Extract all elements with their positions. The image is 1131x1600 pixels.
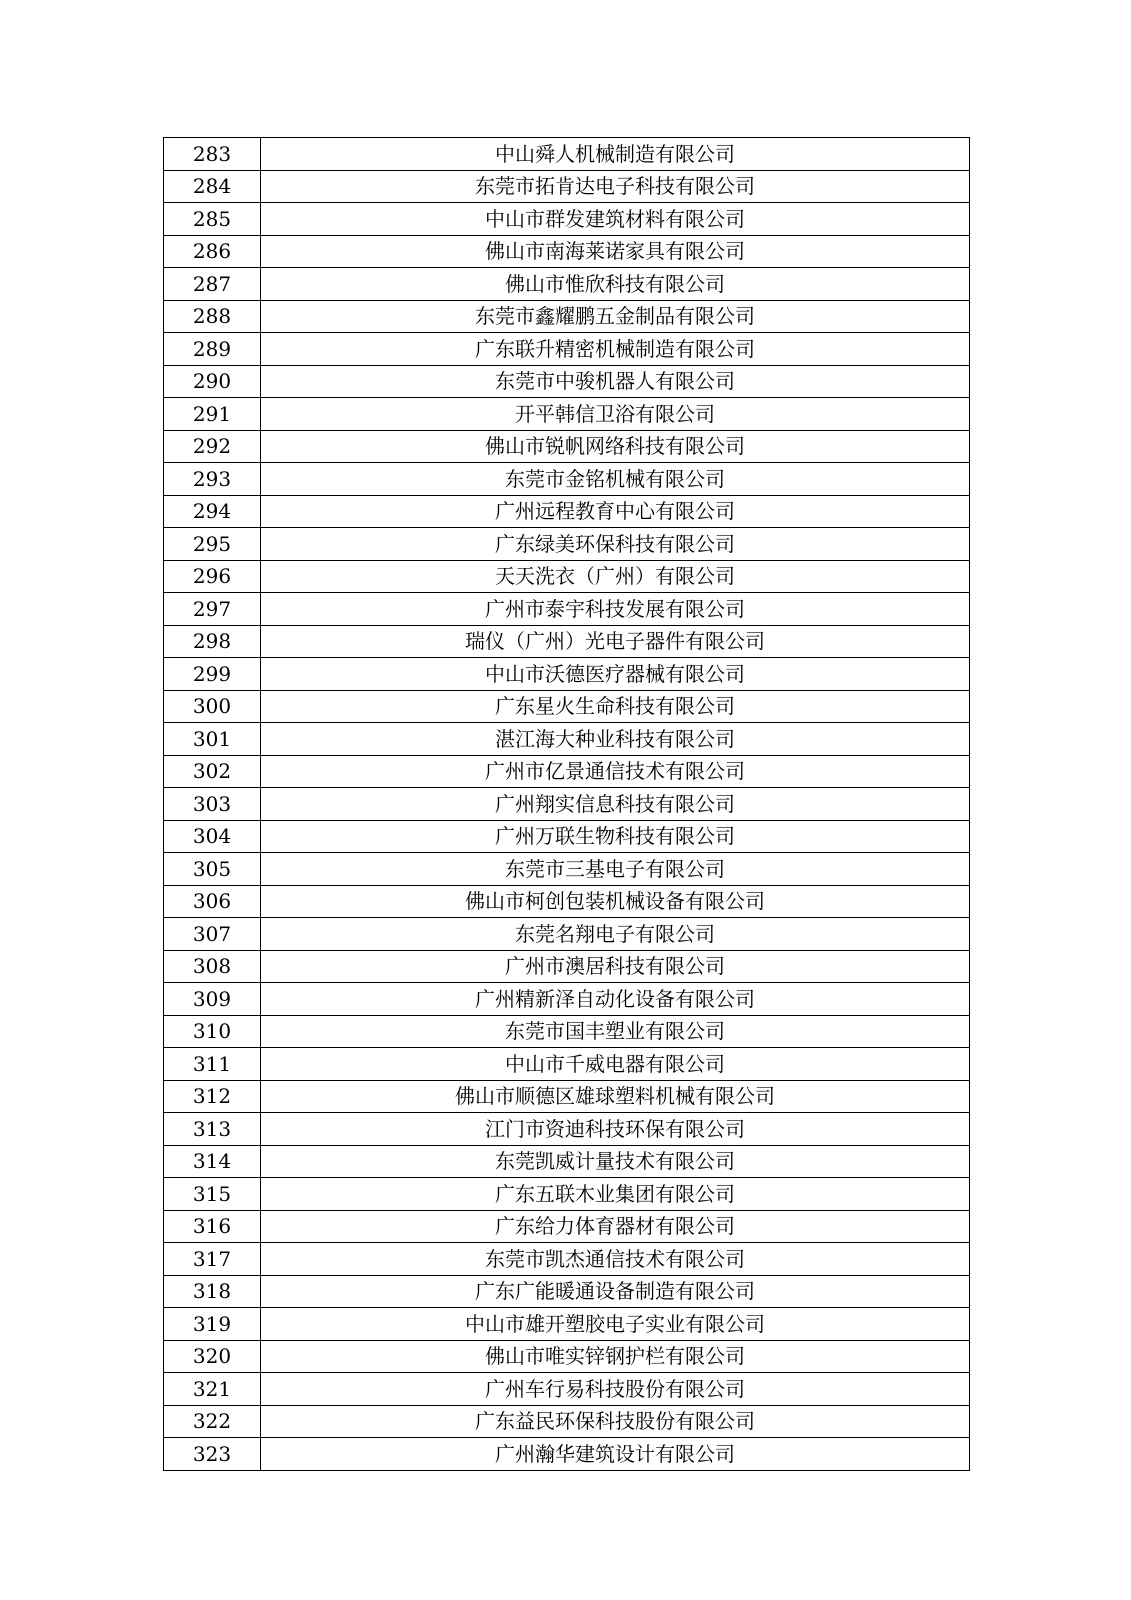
company-name: 广东广能暖通设备制造有限公司 xyxy=(261,1275,970,1308)
row-number: 312 xyxy=(164,1080,261,1113)
company-name: 佛山市惟欣科技有限公司 xyxy=(261,268,970,301)
table-row xyxy=(164,593,970,626)
company-name: 广州市泰宇科技发展有限公司 xyxy=(261,593,970,626)
company-name: 佛山市南海莱诺家具有限公司 xyxy=(261,235,970,268)
table-row xyxy=(164,1405,970,1438)
row-number: 294 xyxy=(164,495,261,528)
row-number: 288 xyxy=(164,300,261,333)
table-row xyxy=(164,1080,970,1113)
table-row xyxy=(164,463,970,496)
row-number: 300 xyxy=(164,690,261,723)
company-name: 东莞市凯杰通信技术有限公司 xyxy=(261,1243,970,1276)
table-row xyxy=(164,1308,970,1341)
row-number: 305 xyxy=(164,853,261,886)
company-name: 广州万联生物科技有限公司 xyxy=(261,820,970,853)
company-name: 广东五联木业集团有限公司 xyxy=(261,1178,970,1211)
row-number: 297 xyxy=(164,593,261,626)
table-row xyxy=(164,430,970,463)
company-name: 开平韩信卫浴有限公司 xyxy=(261,398,970,431)
row-number: 287 xyxy=(164,268,261,301)
table-row xyxy=(164,235,970,268)
table-row xyxy=(164,1243,970,1276)
row-number: 323 xyxy=(164,1438,261,1471)
table-row xyxy=(164,1340,970,1373)
company-name: 佛山市锐帆网络科技有限公司 xyxy=(261,430,970,463)
row-number: 308 xyxy=(164,950,261,983)
row-number: 307 xyxy=(164,918,261,951)
row-number: 299 xyxy=(164,658,261,691)
company-name: 中山市沃德医疗器械有限公司 xyxy=(261,658,970,691)
company-name: 中山市雄开塑胶电子实业有限公司 xyxy=(261,1308,970,1341)
row-number: 289 xyxy=(164,333,261,366)
table-row xyxy=(164,625,970,658)
company-list-table xyxy=(163,137,970,1471)
table-row xyxy=(164,203,970,236)
company-name: 广州精新泽自动化设备有限公司 xyxy=(261,983,970,1016)
row-number: 315 xyxy=(164,1178,261,1211)
row-number: 319 xyxy=(164,1308,261,1341)
company-name: 广州翔实信息科技有限公司 xyxy=(261,788,970,821)
table-row xyxy=(164,170,970,203)
company-name: 中山市群发建筑材料有限公司 xyxy=(261,203,970,236)
row-number: 314 xyxy=(164,1145,261,1178)
row-number: 317 xyxy=(164,1243,261,1276)
table-row xyxy=(164,1113,970,1146)
row-number: 290 xyxy=(164,365,261,398)
company-name: 东莞市中骏机器人有限公司 xyxy=(261,365,970,398)
row-number: 303 xyxy=(164,788,261,821)
row-number: 292 xyxy=(164,430,261,463)
table-row xyxy=(164,495,970,528)
company-list-body xyxy=(164,138,970,1471)
table-row xyxy=(164,365,970,398)
company-name: 中山舜人机械制造有限公司 xyxy=(261,138,970,171)
table-row xyxy=(164,138,970,171)
table-row xyxy=(164,853,970,886)
company-name: 广东益民环保科技股份有限公司 xyxy=(261,1405,970,1438)
table-row xyxy=(164,398,970,431)
row-number: 313 xyxy=(164,1113,261,1146)
company-name: 东莞市三基电子有限公司 xyxy=(261,853,970,886)
company-name: 东莞市国丰塑业有限公司 xyxy=(261,1015,970,1048)
row-number: 322 xyxy=(164,1405,261,1438)
row-number: 284 xyxy=(164,170,261,203)
row-number: 298 xyxy=(164,625,261,658)
table-row xyxy=(164,1210,970,1243)
table-row xyxy=(164,983,970,1016)
row-number: 304 xyxy=(164,820,261,853)
company-name: 广东联升精密机械制造有限公司 xyxy=(261,333,970,366)
row-number: 302 xyxy=(164,755,261,788)
row-number: 291 xyxy=(164,398,261,431)
row-number: 285 xyxy=(164,203,261,236)
company-name: 湛江海大种业科技有限公司 xyxy=(261,723,970,756)
table-row xyxy=(164,918,970,951)
table-row xyxy=(164,788,970,821)
company-name: 广东星火生命科技有限公司 xyxy=(261,690,970,723)
company-name: 江门市资迪科技环保有限公司 xyxy=(261,1113,970,1146)
company-name: 佛山市柯创包装机械设备有限公司 xyxy=(261,885,970,918)
company-name: 广东绿美环保科技有限公司 xyxy=(261,528,970,561)
company-name: 东莞市金铭机械有限公司 xyxy=(261,463,970,496)
row-number: 320 xyxy=(164,1340,261,1373)
row-number: 295 xyxy=(164,528,261,561)
table-row xyxy=(164,950,970,983)
row-number: 321 xyxy=(164,1373,261,1406)
company-name: 广州瀚华建筑设计有限公司 xyxy=(261,1438,970,1471)
table-row xyxy=(164,885,970,918)
table-row xyxy=(164,723,970,756)
company-name: 广州远程教育中心有限公司 xyxy=(261,495,970,528)
table-row xyxy=(164,1145,970,1178)
row-number: 316 xyxy=(164,1210,261,1243)
row-number: 310 xyxy=(164,1015,261,1048)
table-row xyxy=(164,268,970,301)
company-name: 广州市澳居科技有限公司 xyxy=(261,950,970,983)
table-row xyxy=(164,300,970,333)
table-row xyxy=(164,658,970,691)
row-number: 301 xyxy=(164,723,261,756)
company-name: 天天洗衣（广州）有限公司 xyxy=(261,560,970,593)
company-name: 东莞市拓肯达电子科技有限公司 xyxy=(261,170,970,203)
row-number: 318 xyxy=(164,1275,261,1308)
table-row xyxy=(164,1015,970,1048)
company-name: 广州市亿景通信技术有限公司 xyxy=(261,755,970,788)
company-name: 东莞名翔电子有限公司 xyxy=(261,918,970,951)
company-name: 中山市千威电器有限公司 xyxy=(261,1048,970,1081)
table-row xyxy=(164,820,970,853)
table-row xyxy=(164,528,970,561)
company-name: 广州车行易科技股份有限公司 xyxy=(261,1373,970,1406)
row-number: 309 xyxy=(164,983,261,1016)
company-name: 东莞市鑫耀鹏五金制品有限公司 xyxy=(261,300,970,333)
table-row xyxy=(164,333,970,366)
company-name: 东莞凯威计量技术有限公司 xyxy=(261,1145,970,1178)
row-number: 293 xyxy=(164,463,261,496)
row-number: 283 xyxy=(164,138,261,171)
row-number: 311 xyxy=(164,1048,261,1081)
company-name: 佛山市顺德区雄球塑料机械有限公司 xyxy=(261,1080,970,1113)
table-row xyxy=(164,1373,970,1406)
company-name: 佛山市唯实锌钢护栏有限公司 xyxy=(261,1340,970,1373)
table-row xyxy=(164,1178,970,1211)
table-row xyxy=(164,1275,970,1308)
table-row xyxy=(164,1048,970,1081)
row-number: 286 xyxy=(164,235,261,268)
company-name: 瑞仪（广州）光电子器件有限公司 xyxy=(261,625,970,658)
company-name: 广东给力体育器材有限公司 xyxy=(261,1210,970,1243)
table-row xyxy=(164,755,970,788)
table-row xyxy=(164,690,970,723)
table-row xyxy=(164,560,970,593)
row-number: 296 xyxy=(164,560,261,593)
row-number: 306 xyxy=(164,885,261,918)
table-row xyxy=(164,1438,970,1471)
